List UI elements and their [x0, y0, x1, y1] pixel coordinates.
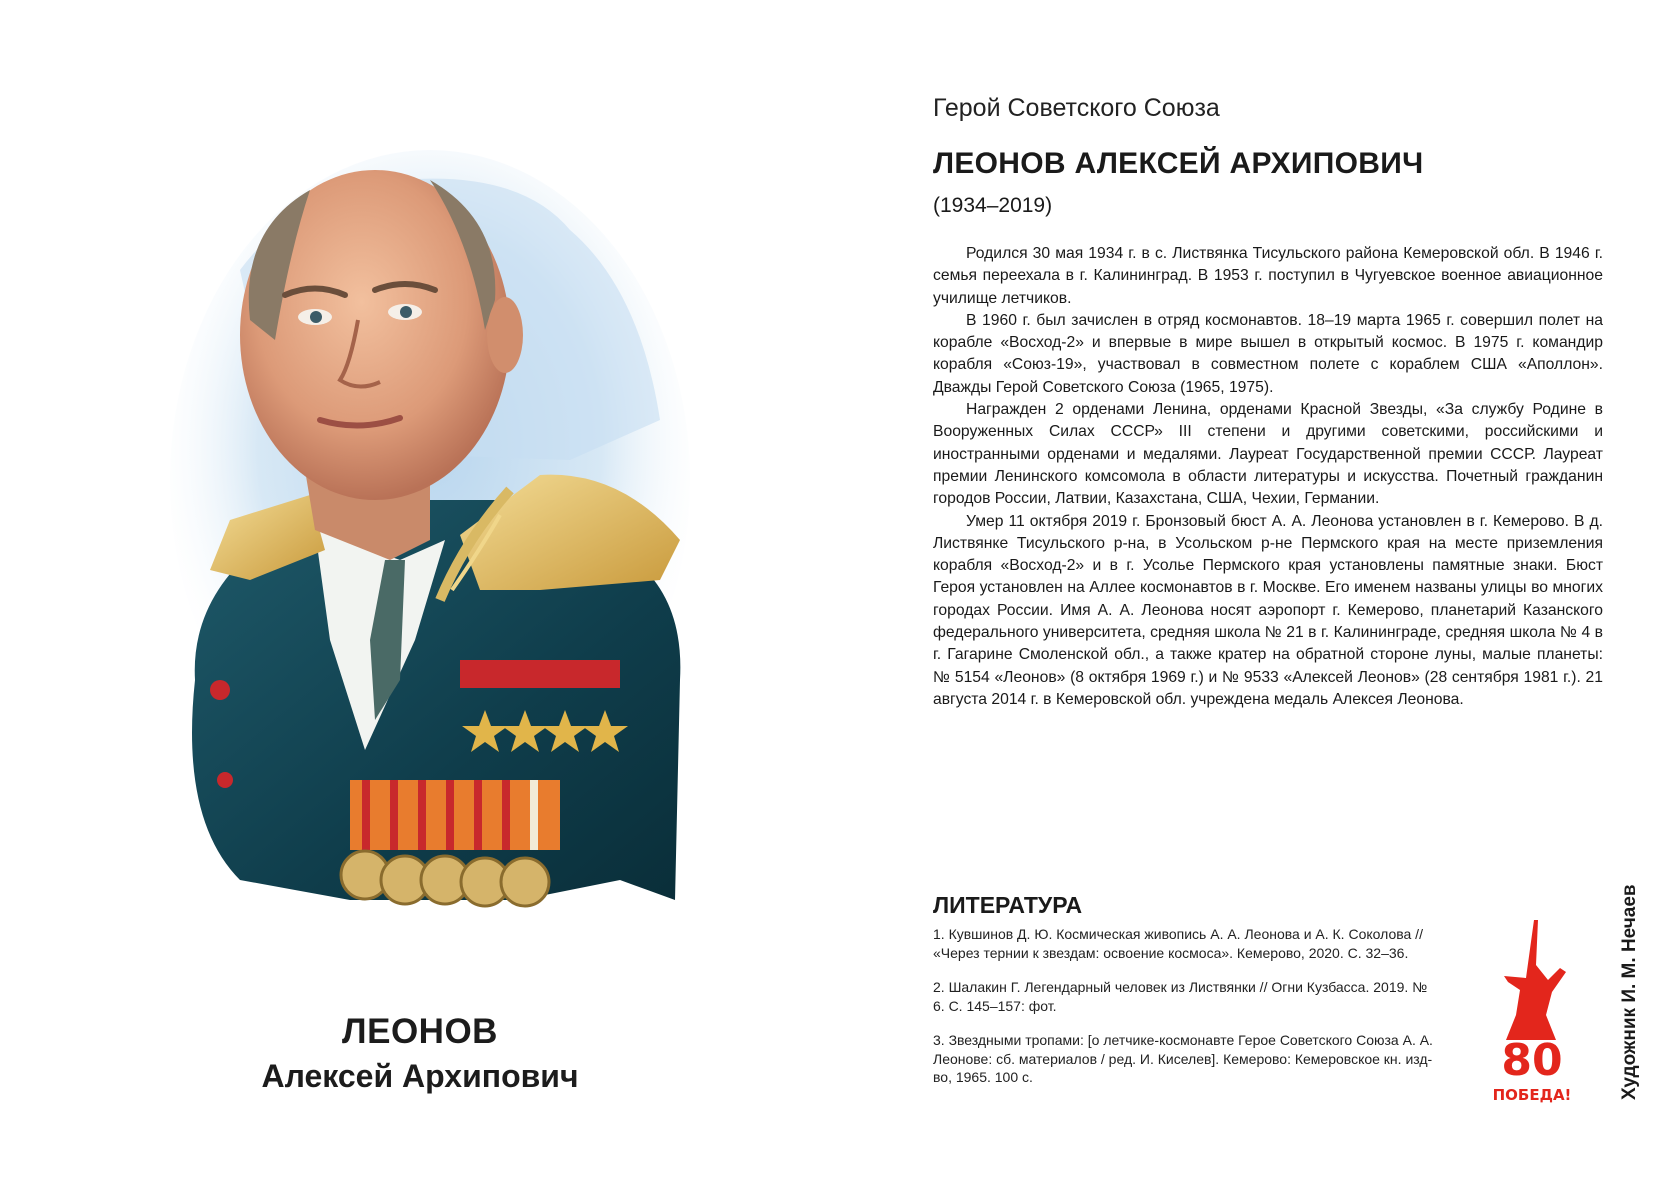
bio-paragraph: Награжден 2 орденами Ленина, орденами Красной Звезды, «За службу Родине в Вооруженных Силах СССР» III степени и другими советскими, российскими и иностранными орденами и медалями. Лауреат Государственной премии СССР. Лауреат премии Ленинского комсомола в области литературы и искусства. Почетный гражданин городов России, Латвии, Казахстана, США, Чехии, Германии.: [933, 401, 1603, 508]
literature-item: 1. Кувшинов Д. Ю. Космическая живопись А. А. Леонова и А. К. Соколова // «Через тернии к звездам: освоение космоса». Кемерово, 2020. С. 32–36.: [933, 926, 1423, 961]
literature-list: [933, 925, 1438, 1087]
portrait-painting: [100, 120, 750, 970]
biography: [933, 243, 1603, 711]
logo-number: 80: [1501, 1035, 1563, 1086]
caption-surname: ЛЕОНОВ: [342, 1012, 498, 1051]
portrait-illustration: [100, 120, 750, 970]
ribbon-bars: [350, 780, 560, 850]
statue-icon: [1504, 920, 1566, 1040]
page-subtitle: Герой Советского Союза: [933, 94, 1220, 122]
bio-paragraph: Родился 30 мая 1934 г. в с. Листвянка Тисульского района Кемеровской обл. В 1946 г. семья переехала в г. Калининград. В 1953 г. поступил в Чугуевское военное авиационное училище летчиков.: [933, 245, 1603, 307]
literature-item: 2. Шалакин Г. Легендарный человек из Листвянки // Огни Кузбасса. 2019. № 6. С. 145–157: фот.: [933, 979, 1428, 1014]
logo-word: ПОБЕДА!: [1492, 1086, 1572, 1104]
life-years: (1934–2019): [933, 194, 1053, 217]
victory-80-logo: [1486, 920, 1578, 1105]
bio-paragraph: Умер 11 октября 2019 г. Бронзовый бюст А. А. Леонова установлен в г. Кемерово. В д. Листвянке Тисульского р-на, в Усольском р-не Пермского края на месте приземления корабля «Восход-2» и в г. Усолье Пермского края установлены памятные знаки. Бюст Героя установлен на Аллее космонавтов в г. Москве. Его именем названы улицы во многих городах России. Имя А. А. Леонова носят аэропорт г. Кемерово, планетарий Казанского федерального университета, средняя школа № 21 в г. Калининграде, средняя школа № 4 в г. Гагарине Смоленской обл., а также кратер на обратной стороне луны, малые планеты: № 5154 «Леонов» (8 октября 1969 г.) и № 9533 «Алексей Леонов» (28 сентября 1981 г.). 21 августа 2014 г. в Кемеровской обл. учреждена медаль Алексея Леонова.: [933, 512, 1603, 708]
bio-paragraph: В 1960 г. был зачислен в отряд космонавтов. 18–19 марта 1965 г. совершил полет на корабле «Восход-2» и впервые в мире вышел в открытый космос. В 1975 г. командир корабля «Союз-19», участвовал в совместном полете с кораблем США «Аполлон». Дважды Герой Советского Союза (1965, 1975).: [933, 311, 1603, 396]
portrait-caption: [160, 1010, 680, 1098]
literature-heading: ЛИТЕРАТУРА: [933, 892, 1083, 918]
literature-item: 3. Звездными тропами: [о летчике-космонавте Герое Советского Союза А. А. Леонове: сб. материалов / ред. И. Киселев]. Кемерово: Кемеровское кн. изд-во, 1965. 100 с.: [933, 1032, 1433, 1085]
medals: [341, 851, 549, 906]
artist-credit: Художник И. М. Нечаев: [1619, 884, 1640, 1100]
caption-given-name: Алексей Архипович: [261, 1058, 579, 1094]
page-title: ЛЕОНОВ АЛЕКСЕЙ АРХИПОВИЧ: [933, 147, 1424, 180]
